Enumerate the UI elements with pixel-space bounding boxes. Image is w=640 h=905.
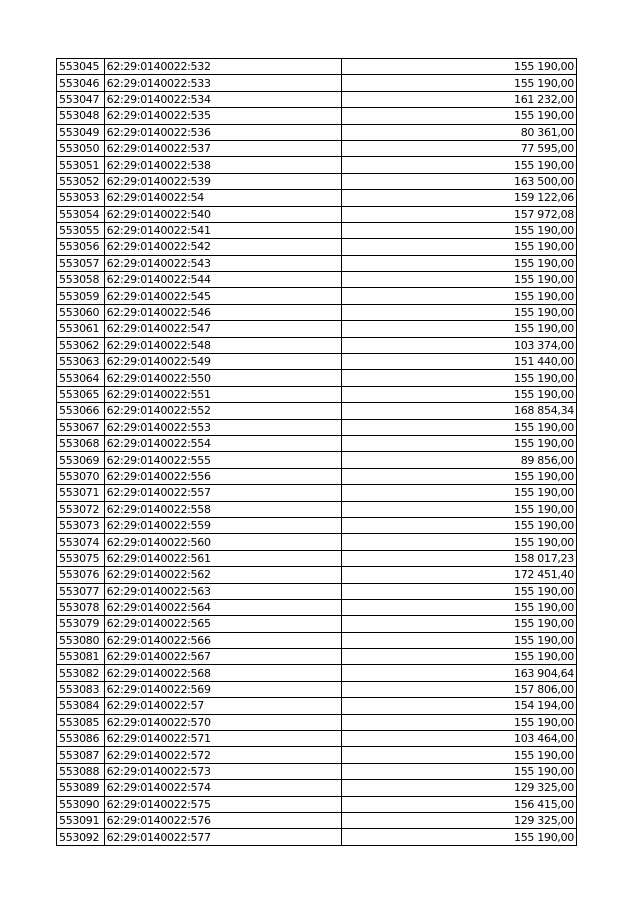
- table-row: [57, 583, 577, 599]
- cadastral-value-cell: 80 361,00: [341, 124, 576, 140]
- row-number-cell: 553053: [57, 190, 105, 206]
- cadastral-number-cell: 62:29:0140022:545: [104, 288, 341, 304]
- row-number-cell: 553049: [57, 124, 105, 140]
- table-row: [57, 763, 577, 779]
- cadastral-value-cell: 154 194,00: [341, 698, 576, 714]
- cadastral-number-cell: 62:29:0140022:577: [104, 829, 341, 845]
- row-number-cell: 553070: [57, 468, 105, 484]
- cadastral-number-cell: 62:29:0140022:563: [104, 583, 341, 599]
- row-number-cell: 553052: [57, 173, 105, 189]
- table-row: [57, 386, 577, 402]
- cadastral-value-cell: 103 464,00: [341, 731, 576, 747]
- cadastral-number-cell: 62:29:0140022:556: [104, 468, 341, 484]
- row-number-cell: 553085: [57, 714, 105, 730]
- cadastral-number-cell: 62:29:0140022:554: [104, 435, 341, 451]
- table-row: [57, 272, 577, 288]
- table-row: [57, 649, 577, 665]
- cadastral-value-cell: 168 854,34: [341, 403, 576, 419]
- row-number-cell: 553082: [57, 665, 105, 681]
- table-row: [57, 157, 577, 173]
- cadastral-value-cell: 155 190,00: [341, 829, 576, 845]
- cadastral-value-cell: 155 190,00: [341, 649, 576, 665]
- cadastral-number-cell: 62:29:0140022:539: [104, 173, 341, 189]
- cadastral-value-cell: 155 190,00: [341, 272, 576, 288]
- cadastral-value-cell: 155 190,00: [341, 255, 576, 271]
- table-row: [57, 517, 577, 533]
- table-row: [57, 714, 577, 730]
- table-row: [57, 403, 577, 419]
- cadastral-number-cell: 62:29:0140022:551: [104, 386, 341, 402]
- cadastral-value-cell: 155 190,00: [341, 419, 576, 435]
- cadastral-value-cell: 155 190,00: [341, 75, 576, 91]
- table-row: [57, 124, 577, 140]
- row-number-cell: 553083: [57, 681, 105, 697]
- row-number-cell: 553081: [57, 649, 105, 665]
- row-number-cell: 553080: [57, 632, 105, 648]
- cadastral-number-cell: 62:29:0140022:555: [104, 452, 341, 468]
- cadastral-value-cell: 156 415,00: [341, 796, 576, 812]
- cadastral-value-cell: 155 190,00: [341, 239, 576, 255]
- cadastral-value-cell: 155 190,00: [341, 304, 576, 320]
- row-number-cell: 553086: [57, 731, 105, 747]
- table-row: [57, 550, 577, 566]
- row-number-cell: 553072: [57, 501, 105, 517]
- table-body: [57, 59, 577, 846]
- row-number-cell: 553047: [57, 91, 105, 107]
- row-number-cell: 553048: [57, 108, 105, 124]
- cadastral-number-cell: 62:29:0140022:552: [104, 403, 341, 419]
- cadastral-number-cell: 62:29:0140022:544: [104, 272, 341, 288]
- table-row: [57, 59, 577, 75]
- cadastral-number-cell: 62:29:0140022:561: [104, 550, 341, 566]
- row-number-cell: 553062: [57, 337, 105, 353]
- cadastral-number-cell: 62:29:0140022:54: [104, 190, 341, 206]
- cadastral-number-cell: 62:29:0140022:565: [104, 616, 341, 632]
- cadastral-value-cell: 151 440,00: [341, 354, 576, 370]
- table-row: [57, 829, 577, 845]
- cadastral-number-cell: 62:29:0140022:570: [104, 714, 341, 730]
- table-row: [57, 173, 577, 189]
- table-row: [57, 501, 577, 517]
- table-row: [57, 239, 577, 255]
- cadastral-number-cell: 62:29:0140022:542: [104, 239, 341, 255]
- cadastral-value-cell: 155 190,00: [341, 632, 576, 648]
- cadastral-number-cell: 62:29:0140022:562: [104, 567, 341, 583]
- cadastral-number-cell: 62:29:0140022:538: [104, 157, 341, 173]
- row-number-cell: 553079: [57, 616, 105, 632]
- table-row: [57, 354, 577, 370]
- table-row: [57, 747, 577, 763]
- row-number-cell: 553071: [57, 485, 105, 501]
- cadastral-value-cell: 155 190,00: [341, 517, 576, 533]
- table-row: [57, 534, 577, 550]
- table-row: [57, 190, 577, 206]
- cadastral-value-cell: 103 374,00: [341, 337, 576, 353]
- cadastral-value-cell: 155 190,00: [341, 468, 576, 484]
- table-row: [57, 698, 577, 714]
- table-row: [57, 337, 577, 353]
- cadastral-value-cell: 155 190,00: [341, 370, 576, 386]
- cadastral-number-cell: 62:29:0140022:572: [104, 747, 341, 763]
- row-number-cell: 553064: [57, 370, 105, 386]
- table-row: [57, 599, 577, 615]
- cadastral-number-cell: 62:29:0140022:548: [104, 337, 341, 353]
- cadastral-number-cell: 62:29:0140022:566: [104, 632, 341, 648]
- cadastral-number-cell: 62:29:0140022:575: [104, 796, 341, 812]
- row-number-cell: 553061: [57, 321, 105, 337]
- cadastral-value-table: [56, 58, 577, 846]
- cadastral-number-cell: 62:29:0140022:540: [104, 206, 341, 222]
- table-row: [57, 780, 577, 796]
- cadastral-number-cell: 62:29:0140022:573: [104, 763, 341, 779]
- cadastral-number-cell: 62:29:0140022:535: [104, 108, 341, 124]
- cadastral-number-cell: 62:29:0140022:568: [104, 665, 341, 681]
- cadastral-value-cell: 161 232,00: [341, 91, 576, 107]
- row-number-cell: 553056: [57, 239, 105, 255]
- row-number-cell: 553084: [57, 698, 105, 714]
- table-row: [57, 435, 577, 451]
- cadastral-value-cell: 155 190,00: [341, 583, 576, 599]
- row-number-cell: 553060: [57, 304, 105, 320]
- cadastral-value-cell: 155 190,00: [341, 157, 576, 173]
- cadastral-value-cell: 155 190,00: [341, 222, 576, 238]
- cadastral-number-cell: 62:29:0140022:571: [104, 731, 341, 747]
- cadastral-number-cell: 62:29:0140022:560: [104, 534, 341, 550]
- table-row: [57, 304, 577, 320]
- row-number-cell: 553067: [57, 419, 105, 435]
- cadastral-number-cell: 62:29:0140022:547: [104, 321, 341, 337]
- cadastral-number-cell: 62:29:0140022:532: [104, 59, 341, 75]
- cadastral-number-cell: 62:29:0140022:534: [104, 91, 341, 107]
- cadastral-number-cell: 62:29:0140022:57: [104, 698, 341, 714]
- cadastral-value-cell: 155 190,00: [341, 534, 576, 550]
- cadastral-value-cell: 77 595,00: [341, 140, 576, 156]
- cadastral-number-cell: 62:29:0140022:557: [104, 485, 341, 501]
- row-number-cell: 553089: [57, 780, 105, 796]
- row-number-cell: 553088: [57, 763, 105, 779]
- row-number-cell: 553057: [57, 255, 105, 271]
- cadastral-number-cell: 62:29:0140022:567: [104, 649, 341, 665]
- table-row: [57, 731, 577, 747]
- cadastral-number-cell: 62:29:0140022:536: [104, 124, 341, 140]
- table-row: [57, 108, 577, 124]
- row-number-cell: 553065: [57, 386, 105, 402]
- table-row: [57, 140, 577, 156]
- cadastral-value-cell: 157 972,08: [341, 206, 576, 222]
- cadastral-value-cell: 155 190,00: [341, 321, 576, 337]
- cadastral-value-cell: 155 190,00: [341, 714, 576, 730]
- row-number-cell: 553054: [57, 206, 105, 222]
- cadastral-value-cell: 159 122,06: [341, 190, 576, 206]
- row-number-cell: 553087: [57, 747, 105, 763]
- table-row: [57, 812, 577, 828]
- row-number-cell: 553073: [57, 517, 105, 533]
- cadastral-number-cell: 62:29:0140022:559: [104, 517, 341, 533]
- cadastral-value-cell: 155 190,00: [341, 288, 576, 304]
- row-number-cell: 553066: [57, 403, 105, 419]
- table-row: [57, 75, 577, 91]
- cadastral-value-cell: 155 190,00: [341, 386, 576, 402]
- cadastral-value-cell: 172 451,40: [341, 567, 576, 583]
- row-number-cell: 553090: [57, 796, 105, 812]
- row-number-cell: 553055: [57, 222, 105, 238]
- table-row: [57, 419, 577, 435]
- row-number-cell: 553051: [57, 157, 105, 173]
- row-number-cell: 553068: [57, 435, 105, 451]
- table-row: [57, 206, 577, 222]
- cadastral-value-cell: 155 190,00: [341, 747, 576, 763]
- table-row: [57, 665, 577, 681]
- cadastral-number-cell: 62:29:0140022:549: [104, 354, 341, 370]
- table-row: [57, 288, 577, 304]
- cadastral-number-cell: 62:29:0140022:553: [104, 419, 341, 435]
- table-row: [57, 485, 577, 501]
- row-number-cell: 553075: [57, 550, 105, 566]
- cadastral-number-cell: 62:29:0140022:569: [104, 681, 341, 697]
- cadastral-number-cell: 62:29:0140022:541: [104, 222, 341, 238]
- table-row: [57, 452, 577, 468]
- table-row: [57, 370, 577, 386]
- cadastral-number-cell: 62:29:0140022:537: [104, 140, 341, 156]
- cadastral-value-cell: 155 190,00: [341, 59, 576, 75]
- cadastral-value-cell: 155 190,00: [341, 599, 576, 615]
- cadastral-number-cell: 62:29:0140022:558: [104, 501, 341, 517]
- table-row: [57, 681, 577, 697]
- row-number-cell: 553046: [57, 75, 105, 91]
- cadastral-value-cell: 155 190,00: [341, 616, 576, 632]
- table-row: [57, 468, 577, 484]
- row-number-cell: 553078: [57, 599, 105, 615]
- table-row: [57, 255, 577, 271]
- cadastral-value-cell: 129 325,00: [341, 780, 576, 796]
- cadastral-value-cell: 129 325,00: [341, 812, 576, 828]
- cadastral-number-cell: 62:29:0140022:543: [104, 255, 341, 271]
- cadastral-number-cell: 62:29:0140022:550: [104, 370, 341, 386]
- cadastral-value-cell: 89 856,00: [341, 452, 576, 468]
- cadastral-number-cell: 62:29:0140022:574: [104, 780, 341, 796]
- table-row: [57, 632, 577, 648]
- table-row: [57, 222, 577, 238]
- row-number-cell: 553076: [57, 567, 105, 583]
- cadastral-value-cell: 155 190,00: [341, 108, 576, 124]
- cadastral-number-cell: 62:29:0140022:576: [104, 812, 341, 828]
- row-number-cell: 553045: [57, 59, 105, 75]
- row-number-cell: 553063: [57, 354, 105, 370]
- row-number-cell: 553077: [57, 583, 105, 599]
- table-row: [57, 616, 577, 632]
- row-number-cell: 553050: [57, 140, 105, 156]
- table-row: [57, 91, 577, 107]
- row-number-cell: 553069: [57, 452, 105, 468]
- cadastral-value-cell: 158 017,23: [341, 550, 576, 566]
- cadastral-value-cell: 155 190,00: [341, 501, 576, 517]
- cadastral-value-cell: 163 904,64: [341, 665, 576, 681]
- cadastral-value-cell: 155 190,00: [341, 485, 576, 501]
- cadastral-number-cell: 62:29:0140022:533: [104, 75, 341, 91]
- cadastral-value-cell: 157 806,00: [341, 681, 576, 697]
- table-row: [57, 567, 577, 583]
- row-number-cell: 553059: [57, 288, 105, 304]
- cadastral-number-cell: 62:29:0140022:564: [104, 599, 341, 615]
- row-number-cell: 553074: [57, 534, 105, 550]
- cadastral-number-cell: 62:29:0140022:546: [104, 304, 341, 320]
- cadastral-value-cell: 155 190,00: [341, 435, 576, 451]
- table-row: [57, 796, 577, 812]
- row-number-cell: 553091: [57, 812, 105, 828]
- table-row: [57, 321, 577, 337]
- cadastral-value-cell: 155 190,00: [341, 763, 576, 779]
- cadastral-value-cell: 163 500,00: [341, 173, 576, 189]
- row-number-cell: 553092: [57, 829, 105, 845]
- row-number-cell: 553058: [57, 272, 105, 288]
